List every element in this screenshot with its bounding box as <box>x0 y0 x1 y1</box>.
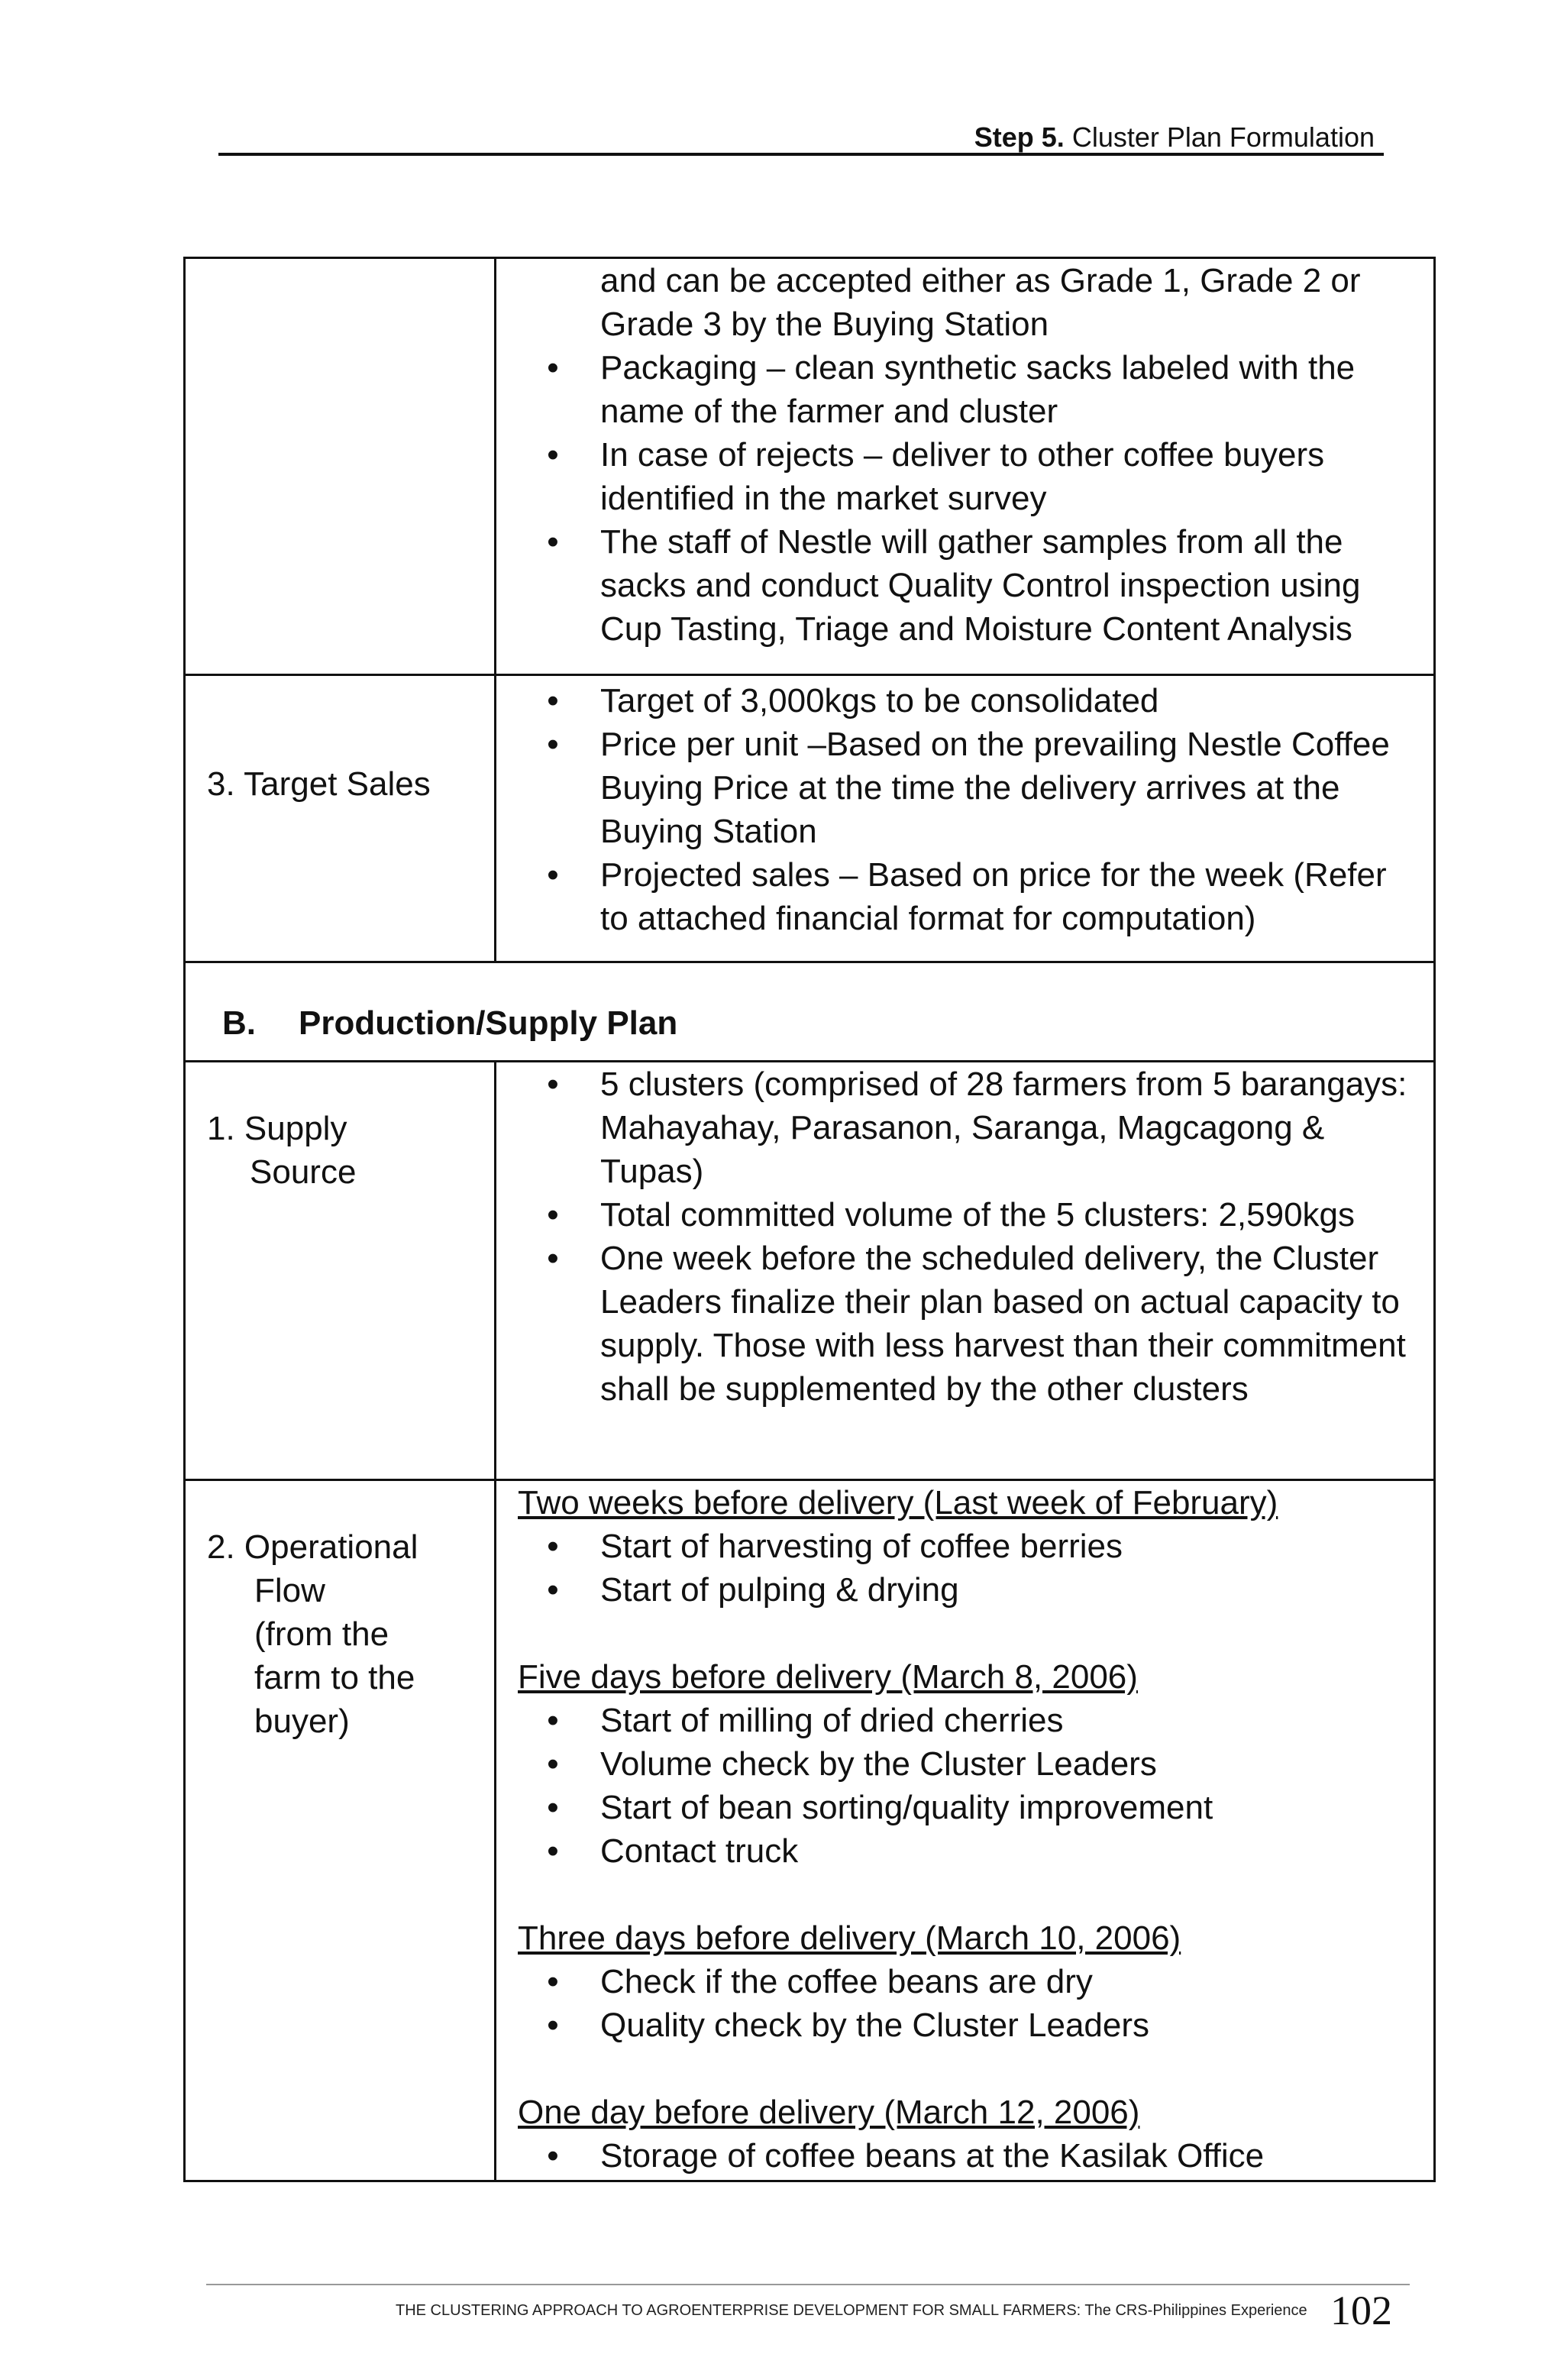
step-label: Step 5. <box>974 121 1065 153</box>
list-item: • Quality check by the Cluster Leaders <box>519 2003 1411 2047</box>
continuation-text: and can be accepted either as Grade 1, Grade 2 or Grade 3 by the Buying Station <box>600 262 1361 343</box>
list-item: • Packaging – clean synthetic sacks labeled with the name of the farmer and cluster <box>519 346 1411 433</box>
list-item: • In case of rejects – deliver to other coffee buyers identified in the market survey <box>519 433 1411 520</box>
target-sales-label: 3. Target Sales <box>207 765 431 803</box>
bullet-icon: • <box>547 2007 559 2044</box>
section-b-cell <box>185 962 1435 1062</box>
list-item: • Start of harvesting of coffee berries <box>519 1525 1411 1568</box>
bullet-icon: • <box>547 1571 559 1609</box>
list-item: • Start of milling of dried cherries <box>519 1699 1411 1742</box>
list-item: • Price per unit –Based on the prevailing Nestle Coffee Buying Price at the time the delivery arrives at the Buying Station <box>519 723 1411 853</box>
list-item: • Projected sales – Based on price for the week (Refer to attached financial format for computation) <box>519 853 1411 940</box>
section-b-row <box>185 962 1435 1062</box>
list-item: • 5 clusters (comprised of 28 farmers from 5 barangays: Mahayahay, Parasanon, Saranga, Magcagong & Tupas) <box>519 1062 1411 1193</box>
bullet-icon: • <box>547 1745 559 1783</box>
content-cell <box>496 675 1435 962</box>
bullet-icon: • <box>547 1196 559 1234</box>
supply-source-row <box>185 1062 1435 1480</box>
list-item: • Contact truck <box>519 1829 1411 1873</box>
phase-heading: Three days before delivery (March 10, 2006) <box>518 1919 1181 1957</box>
supply-source-label-cell <box>185 1062 496 1480</box>
bullet-icon: • <box>547 726 559 763</box>
list-item: • Storage of coffee beans at the Kasilak Office <box>519 2134 1411 2178</box>
step-title: Cluster Plan Formulation <box>1071 121 1375 153</box>
list-item: • Volume check by the Cluster Leaders <box>519 1742 1411 1786</box>
operational-flow-label-cont: Flow <box>254 1572 325 1609</box>
operational-flow-label-cont: buyer) <box>254 1703 350 1740</box>
operational-flow-label-cell <box>185 1480 496 2181</box>
operational-flow-label-cont: farm to the <box>254 1659 415 1696</box>
operational-flow-label: 2. Operational <box>207 1528 418 1566</box>
bullet-icon: • <box>547 1702 559 1739</box>
list-item: • Check if the coffee beans are dry <box>519 1960 1411 2003</box>
supply-source-label: 1. Supply <box>207 1110 347 1147</box>
continued-row <box>185 258 1435 675</box>
bullet-icon: • <box>547 436 559 474</box>
target-sales-row <box>185 675 1435 962</box>
phase-heading: Five days before delivery (March 8, 2006) <box>518 1658 1138 1696</box>
operational-flow-row <box>185 1480 1435 2181</box>
operational-flow-label-cont: (from the <box>254 1615 389 1653</box>
section-title: Production/Supply Plan <box>299 1004 678 1042</box>
bullet-icon: • <box>547 1789 559 1826</box>
bullet-icon: • <box>547 1832 559 1870</box>
bullet-icon: • <box>547 349 559 386</box>
target-sales-label-cell <box>185 675 496 962</box>
supply-source-label-cont: Source <box>250 1153 357 1191</box>
bullet-icon: • <box>547 2137 559 2175</box>
bullet-icon: • <box>547 856 559 894</box>
page-number: 102 <box>1330 2288 1392 2333</box>
list-item: • Total committed volume of the 5 clusters: 2,590kgs <box>519 1193 1411 1237</box>
footer-book-title: THE CLUSTERING APPROACH TO AGROENTERPRISE DEVELOPMENT FOR SMALL FARMERS: The CRS-Philippines Experience <box>396 2302 1307 2319</box>
list-item: • The staff of Nestle will gather samples from all the sacks and conduct Quality Control inspection using Cup Tasting, Triage and Moisture Content Analysis <box>519 520 1411 651</box>
list-item: • Target of 3,000kgs to be consolidated <box>519 679 1411 723</box>
bullet-icon: • <box>547 523 559 561</box>
list-item: • Start of pulping & drying <box>519 1568 1411 1612</box>
footer-divider <box>206 2284 1410 2285</box>
bullet-icon: • <box>547 1240 559 1277</box>
empty-label-cell <box>185 258 496 675</box>
bullet-icon: • <box>547 682 559 719</box>
bullet-icon: • <box>547 1066 559 1103</box>
list-item: • Start of bean sorting/quality improvement <box>519 1786 1411 1829</box>
phase-heading: One day before delivery (March 12, 2006) <box>518 2094 1140 2131</box>
bullet-icon: • <box>547 1963 559 2000</box>
section-letter: B. <box>222 1004 256 1042</box>
list-item: • One week before the scheduled delivery, the Cluster Leaders finalize their plan based on actual capacity to supply. Those with less harvest than their commitment shall be supplemented by the other clusters <box>519 1237 1411 1411</box>
content-cell <box>496 1062 1435 1480</box>
running-header <box>218 119 1384 156</box>
content-cell <box>496 258 1435 675</box>
bullet-icon: • <box>547 1528 559 1565</box>
plan-table <box>183 257 1436 2182</box>
phase-heading: Two weeks before delivery (Last week of February) <box>518 1484 1278 1521</box>
content-cell <box>496 1480 1435 2181</box>
section-heading <box>186 963 1433 1051</box>
